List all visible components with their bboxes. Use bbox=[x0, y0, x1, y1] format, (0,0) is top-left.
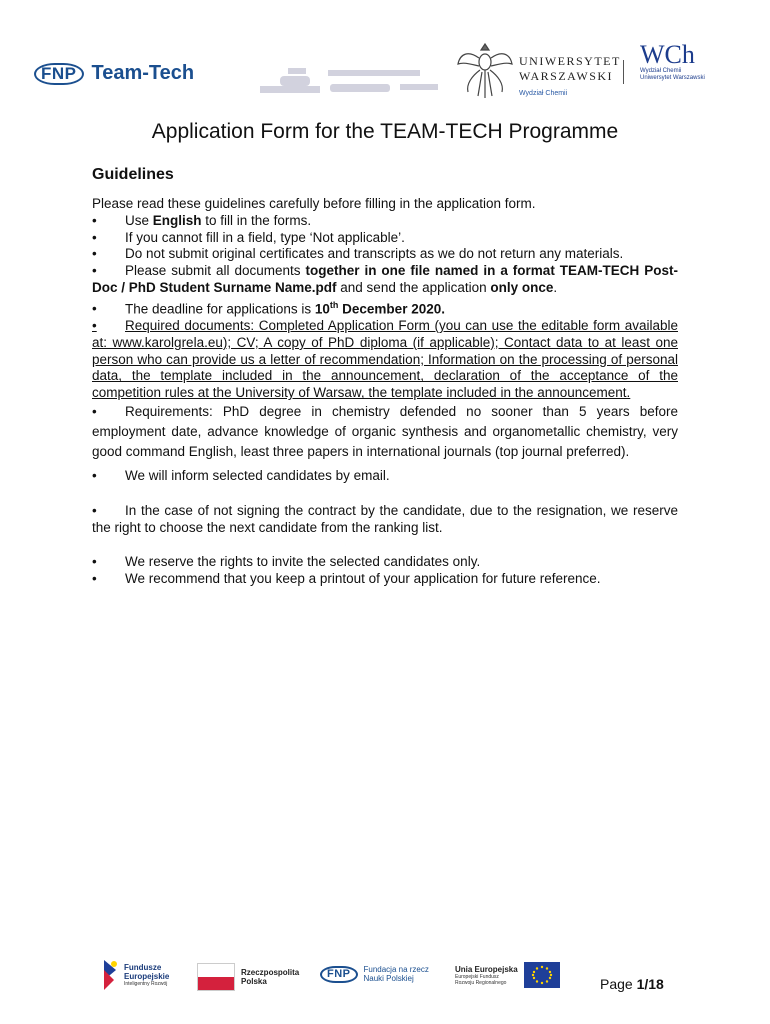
fe-line3: Inteligentny Rozwój bbox=[124, 981, 168, 987]
fnp-footer-badge: FNP bbox=[320, 966, 358, 983]
bullet-text: In the case of not signing the contract by the candidate, due to the resignation, we reserve the right to choose the next candidate from the ranking list. bbox=[92, 502, 678, 535]
bullet-icon: • bbox=[92, 318, 97, 334]
bullet-text: and send the application bbox=[336, 279, 491, 295]
intro-text: Please read these guidelines carefully before filling in the application form. bbox=[92, 196, 536, 211]
bullet-icon: • bbox=[92, 212, 97, 228]
university-name-line2: WARSZAWSKI bbox=[519, 69, 614, 83]
bullet-text: If you cannot fill in a field, type ‘Not applicable’. bbox=[125, 229, 405, 245]
ue-line3: Rozwoju Regionalnego bbox=[455, 979, 507, 986]
deadline-day: 10 bbox=[314, 301, 330, 317]
university-eagle-emblem bbox=[456, 40, 514, 100]
bullet-item bbox=[92, 297, 678, 318]
page-number bbox=[600, 976, 664, 992]
ue-line2: Europejski Fundusz bbox=[455, 973, 499, 980]
fnp-line2: Nauki Polskiej bbox=[363, 974, 414, 983]
rp-line1: Rzeczpospolita bbox=[241, 968, 300, 977]
bullet-item bbox=[92, 468, 678, 485]
bullet-emphasis: English bbox=[152, 212, 202, 228]
blurred-partner-logo bbox=[250, 62, 450, 100]
bullet-text: Please submit all documents bbox=[125, 263, 306, 279]
fe-star-icon bbox=[100, 958, 120, 992]
bullet-item bbox=[92, 213, 678, 230]
faculty-name: Wydział Chemii bbox=[519, 90, 568, 97]
requirements-text: Requirements: PhD degree in chemistry defended no sooner than 5 years before employment date, advance knowledge of organic synthesis and organometallic chemistry, very good command English, least three papers in international journals (top journal preferred). bbox=[92, 404, 678, 460]
eu-flag-icon bbox=[524, 962, 560, 988]
bullet-item bbox=[92, 230, 678, 247]
bullet-icon: • bbox=[92, 229, 97, 245]
bullet-item bbox=[92, 263, 678, 297]
page-value: 1/18 bbox=[636, 976, 664, 992]
bullet-item bbox=[92, 503, 678, 537]
bullet-icon: • bbox=[92, 502, 97, 518]
bullet-item bbox=[92, 318, 678, 402]
bullet-emphasis: together in one file named in a format TEAM-TECH Post-Doc / PhD Student Surname Name.pdf bbox=[92, 263, 678, 295]
bullet-text: The deadline for applications is bbox=[125, 301, 315, 317]
bullet-icon: • bbox=[92, 263, 97, 279]
page-label: Page bbox=[600, 976, 637, 992]
bullet-icon: • bbox=[92, 246, 97, 262]
guidelines-body bbox=[92, 196, 678, 588]
bullet-text: to fill in the forms. bbox=[201, 212, 312, 228]
fnp-badge: FNP bbox=[34, 63, 84, 85]
wch-wordmark: WCh bbox=[640, 40, 695, 69]
bullet-item bbox=[92, 246, 678, 263]
wch-sub-line1: Wydział Chemii bbox=[640, 68, 682, 74]
deadline-month-year: December 2020. bbox=[338, 301, 445, 317]
team-tech-wordmark: Team-Tech bbox=[91, 62, 195, 84]
university-name-line1: UNIWERSYTET bbox=[519, 54, 621, 68]
fe-line1: Fundusze bbox=[124, 963, 162, 972]
bullet-icon: • bbox=[92, 554, 97, 570]
bullet-icon: • bbox=[92, 571, 97, 587]
fnp-footer-logo bbox=[320, 965, 429, 983]
wch-sub-line2: Uniwersytet Warszawski bbox=[640, 75, 705, 81]
ue-line1: Unia Europejska bbox=[455, 964, 518, 974]
bullet-item bbox=[92, 554, 678, 571]
bullet-icon: • bbox=[92, 404, 97, 420]
rp-line2: Polska bbox=[241, 977, 267, 986]
fnp-team-tech-logo bbox=[34, 62, 194, 85]
section-heading: Guidelines bbox=[92, 166, 174, 183]
fnp-line1: Fundacja na rzecz bbox=[363, 965, 429, 974]
page-title: Application Form for the TEAM-TECH Programme bbox=[151, 120, 619, 143]
logo-divider bbox=[623, 60, 624, 84]
bullet-text: . bbox=[553, 279, 558, 295]
eu-logo bbox=[455, 962, 560, 988]
bullet-icon: • bbox=[92, 468, 97, 484]
wch-logo bbox=[640, 42, 705, 82]
bullet-item bbox=[92, 571, 678, 588]
required-documents-text: Required documents: Completed Application Form (you can use the editable form available at: www.karolgrela.eu); CV; A copy of PhD diploma (if applicable); Contact data to at least one person who can provide us a letter of recommendation; Information on the processing of personal data, the template included in the announcement, declaration of the acceptance of the competition rules at the University of Warsaw, the template included in the announcement. bbox=[92, 318, 678, 401]
bullet-text: We reserve the rights to invite the selected candidates only. bbox=[125, 554, 481, 570]
bullet-text: Use bbox=[125, 212, 153, 228]
fundusze-europejskie-logo bbox=[100, 958, 169, 992]
rzeczpospolita-logo bbox=[197, 963, 299, 991]
bullet-text: Do not submit original certificates and transcripts as we do not return any materials. bbox=[125, 246, 624, 262]
bullet-text: We will inform selected candidates by email. bbox=[125, 468, 390, 484]
university-name bbox=[519, 54, 621, 84]
bullet-icon: • bbox=[92, 301, 97, 317]
bullet-item bbox=[92, 402, 678, 462]
bullet-text: We recommend that you keep a printout of your application for future reference. bbox=[125, 571, 601, 587]
polish-flag-icon bbox=[197, 963, 235, 991]
bullet-emphasis: only once bbox=[490, 279, 554, 295]
fe-line2: Europejskie bbox=[124, 972, 170, 981]
deadline-ordinal: th bbox=[329, 299, 339, 310]
